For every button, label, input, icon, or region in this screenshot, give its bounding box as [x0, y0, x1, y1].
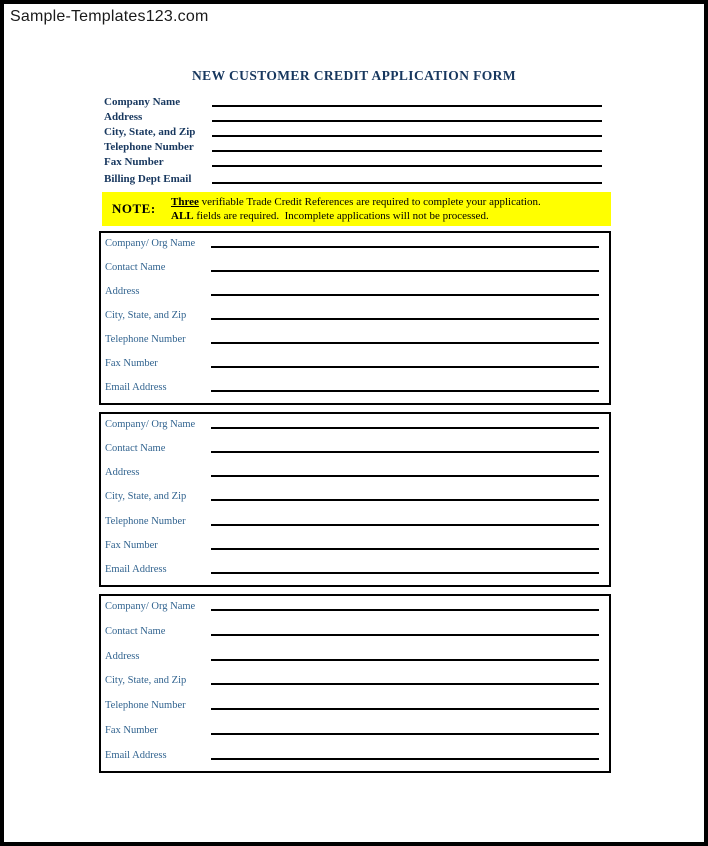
reference-block-2	[99, 412, 611, 587]
field-label: Telephone Number	[105, 700, 186, 712]
reference-block-3	[99, 594, 611, 773]
field-input-line[interactable]	[211, 515, 599, 526]
watermark-text: Sample-Templates123.com	[10, 8, 209, 25]
field-row	[104, 141, 602, 156]
field-row	[103, 381, 599, 396]
field-input-line[interactable]	[211, 261, 599, 272]
field-input-line[interactable]	[211, 724, 599, 735]
field-row	[103, 625, 599, 640]
field-row	[103, 442, 599, 457]
field-input-line[interactable]	[211, 539, 599, 550]
field-row	[103, 490, 599, 505]
field-label: Company/ Org Name	[105, 419, 196, 430]
field-input-line[interactable]	[211, 490, 599, 501]
field-label: Address	[105, 650, 140, 662]
field-input-line[interactable]	[211, 442, 599, 453]
field-input-line[interactable]	[211, 237, 599, 248]
field-row	[103, 333, 599, 348]
field-label: Fax Number	[105, 358, 158, 369]
field-label: Email Address	[105, 382, 167, 393]
note-bar	[102, 192, 611, 226]
field-label: Company/ Org Name	[105, 601, 196, 612]
field-row	[104, 156, 602, 171]
field-input-line[interactable]	[211, 466, 599, 477]
note-line-1	[171, 196, 607, 210]
field-input-line[interactable]	[211, 418, 599, 429]
field-row	[104, 173, 602, 188]
field-row	[103, 466, 599, 481]
field-label: Contact Name	[105, 443, 166, 455]
field-input-line[interactable]	[211, 333, 599, 344]
note-line1-emphasis: Three	[171, 196, 199, 208]
field-input-line[interactable]	[211, 357, 599, 368]
field-label: Telephone Number	[105, 515, 186, 527]
field-label: Address	[105, 467, 140, 479]
form-title: NEW CUSTOMER CREDIT APPLICATION FORM	[192, 68, 516, 83]
field-input-line[interactable]	[212, 111, 602, 122]
field-input-line[interactable]	[212, 173, 602, 184]
field-row	[103, 724, 599, 739]
field-label: Telephone Number	[104, 141, 194, 153]
field-row	[104, 111, 602, 126]
field-row	[103, 261, 599, 276]
field-input-line[interactable]	[212, 156, 602, 167]
field-row	[104, 126, 602, 141]
field-input-line[interactable]	[212, 141, 602, 152]
field-label: Telephone Number	[105, 334, 186, 345]
note-line1-rest: verifiable Trade Credit References are required to complete your application.	[198, 196, 541, 208]
field-label: Address	[105, 286, 140, 297]
field-row	[103, 237, 599, 252]
field-input-line[interactable]	[211, 285, 599, 296]
field-label: Contact Name	[105, 625, 166, 637]
field-label: City, State, and Zip	[105, 310, 187, 321]
field-row	[103, 749, 599, 764]
field-label: Company/ Org Name	[105, 238, 196, 249]
note-line2-emphasis: ALL	[171, 209, 194, 222]
note-line-2	[171, 210, 607, 224]
field-input-line[interactable]	[211, 749, 599, 760]
field-input-line[interactable]	[211, 650, 599, 661]
field-label: Company Name	[104, 96, 181, 108]
field-label: Fax Number	[104, 156, 164, 168]
field-row	[103, 357, 599, 372]
field-label: City, State, and Zip	[105, 491, 187, 503]
field-input-line[interactable]	[212, 96, 602, 107]
reference-block-1	[99, 231, 611, 405]
field-label: City, State, and Zip	[104, 126, 196, 138]
field-row	[103, 418, 599, 433]
field-input-line[interactable]	[211, 600, 599, 611]
field-label: Fax Number	[105, 539, 158, 551]
field-label: Billing Dept Email	[104, 173, 192, 185]
field-input-line[interactable]	[211, 309, 599, 320]
field-input-line[interactable]	[211, 381, 599, 392]
note-label: NOTE:	[112, 201, 156, 216]
note-line2-rest: fields are required. Incomplete applications will not be processed.	[193, 209, 489, 222]
field-row	[104, 96, 602, 111]
field-row	[103, 539, 599, 554]
field-input-line[interactable]	[211, 699, 599, 710]
field-label: Email Address	[105, 563, 167, 575]
field-row	[103, 285, 599, 300]
field-row	[103, 515, 599, 530]
field-row	[103, 309, 599, 324]
field-label: Email Address	[105, 749, 167, 761]
field-row	[103, 699, 599, 714]
field-input-line[interactable]	[211, 563, 599, 574]
field-input-line[interactable]	[211, 625, 599, 636]
top-fields-section	[104, 96, 602, 188]
field-row	[103, 600, 599, 615]
field-input-line[interactable]	[211, 674, 599, 685]
field-label: Address	[104, 111, 143, 123]
note-text	[171, 196, 607, 223]
field-label: Contact Name	[105, 262, 166, 273]
field-label: City, State, and Zip	[105, 675, 187, 687]
field-row	[103, 674, 599, 689]
field-label: Fax Number	[105, 725, 158, 737]
field-row	[103, 650, 599, 665]
field-input-line[interactable]	[212, 126, 602, 137]
field-row	[103, 563, 599, 578]
